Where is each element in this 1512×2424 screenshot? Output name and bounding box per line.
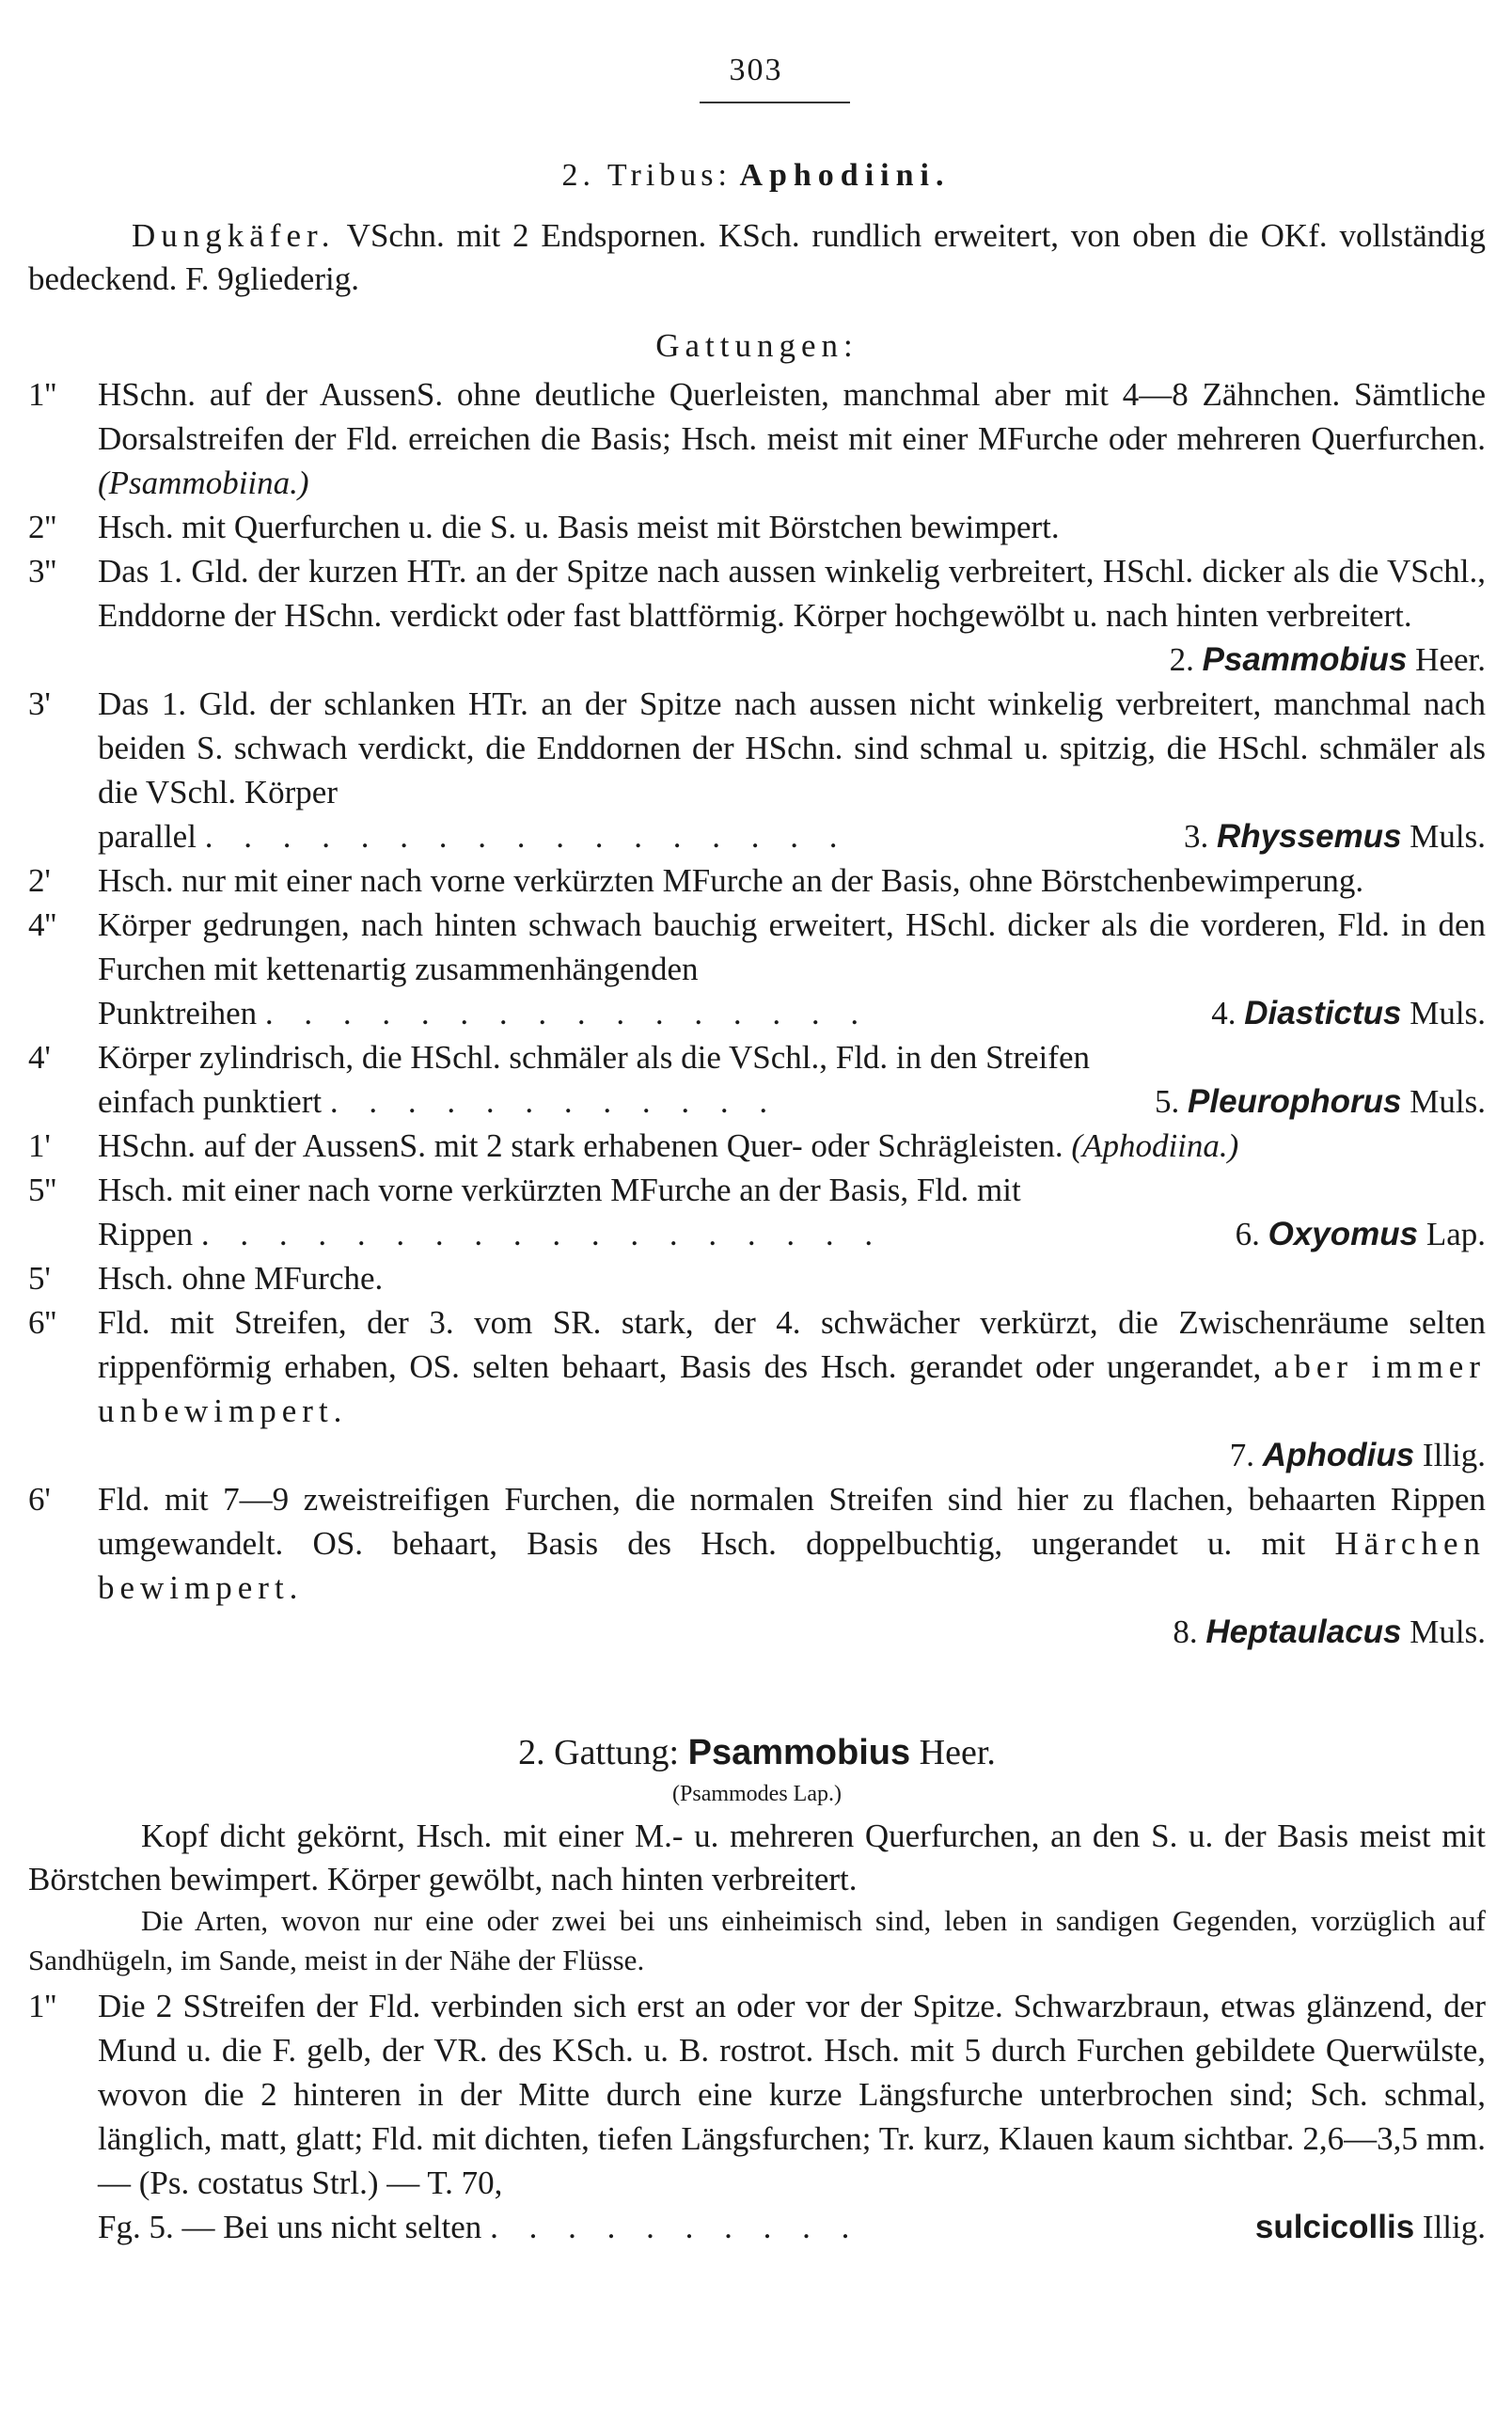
key-last-line: [98, 1079, 1486, 1124]
key-text: Hsch. mit Querfurchen u. die S. u. Basis meist mit Börstchen bewimpert.: [98, 509, 1060, 545]
leader-dots: . . . . . . . . . .: [490, 2209, 861, 2245]
genus-number: 5.: [1155, 1083, 1180, 1120]
key-last-line: [98, 1212, 1486, 1256]
species-author: Illig.: [1422, 2209, 1486, 2245]
key-last-line: [98, 814, 1486, 858]
key-entry: [28, 549, 1486, 682]
key-id: 4': [28, 1039, 51, 1076]
key-entry: [28, 1035, 1486, 1124]
leader-dots: . . . . . . . . . . . . . . . . .: [204, 818, 849, 855]
leader-dots: . . . . . . . . . . . . . . . .: [264, 995, 871, 1031]
genus-number: 2.: [1169, 641, 1194, 678]
key-entry: [28, 1168, 1486, 1256]
key-result: [98, 1433, 1486, 1477]
key-entry: [28, 682, 1486, 858]
key-text: Fld. mit 7—9 zweistreifigen Furchen, die normalen Streifen sind hier zu flachen, behaarten Rippen umgewandelt. OS. behaart, Basis des Hsch. doppelbuchtig, ungerandet u. mit: [98, 1481, 1486, 1562]
key-id: 6': [28, 1481, 51, 1518]
key-last-line: [98, 991, 1486, 1035]
header-rule: [700, 102, 850, 103]
key-id: 1': [28, 1127, 51, 1164]
genus-synonym: (Psammodes Lap.): [672, 1782, 842, 1806]
genus-heading-name: Psammobius: [687, 1733, 911, 1772]
genus-heading-author: Heer.: [919, 1733, 996, 1772]
genus-author: Heer.: [1415, 641, 1486, 678]
genus-number: 3.: [1184, 818, 1209, 855]
key-text: Das 1. Gld. der kurzen HTr. an der Spitze nach aussen winkelig verbreitert, HSchl. dicker als die VSchl., Enddorne der HSchn. verdickt oder fast blattförmig. Körper hochgewölbt u. nach hinten verbreitert.: [98, 553, 1486, 634]
key-last: Rippen: [98, 1216, 194, 1252]
key-text: Hsch. ohne MFurche.: [98, 1260, 384, 1297]
key-id: 1'': [28, 376, 57, 413]
key-entry: [28, 903, 1486, 1035]
key-result: [1184, 814, 1486, 858]
key-last: Punktreihen: [98, 995, 258, 1031]
intro-paragraph: [28, 214, 1486, 301]
key-text: Körper gedrungen, nach hinten schwach bauchig erweitert, HSchl. dicker als die vorderen, Fld. in den Furchen mit kettenartig zusammenhängenden: [98, 906, 1486, 987]
genus-author: Lap.: [1425, 1216, 1486, 1252]
genus-number: 6.: [1235, 1216, 1260, 1252]
key-text: Hsch. nur mit einer nach vorne verkürzten MFurche an der Basis, ohne Börstchenbewimperung.: [98, 862, 1364, 899]
intro-text: VSchn. mit 2 Endspornen. KSch. rundlich erweitert, von oben die OKf. vollständig bedeckend. F. 9gliederig.: [28, 217, 1486, 297]
key-id: 2'': [28, 509, 57, 545]
key-text: Hsch. mit einer nach vorne verkürzten MFurche an der Basis, Fld. mit: [98, 1172, 1021, 1208]
genus-name: Rhyssemus: [1217, 818, 1402, 855]
genus-name: Oxyomus: [1268, 1216, 1419, 1252]
key-id: 2': [28, 862, 51, 899]
key-result: [98, 1610, 1486, 1654]
key-id: 5'': [28, 1172, 57, 1208]
key-result: [98, 637, 1486, 682]
genus-name: Heptaulacus: [1205, 1613, 1402, 1650]
leader-dots: . . . . . . . . . . . . . . . . . .: [200, 1216, 885, 1252]
genus-name: Aphodius: [1262, 1437, 1415, 1473]
key-spaced-text: aber immer unbewimpert.: [98, 1348, 1486, 1429]
key-text: Das 1. Gld. der schlanken HTr. an der Spitze nach aussen nicht winkelig verbreitert, manchmal nach beiden S. schwach verdickt, die Enddornen der HSchn. sind schmal u. spitzig, die HSchl. schmäler als die VSchl. Körper: [98, 685, 1486, 811]
key-spaced-text: Härchen bewimpert.: [98, 1525, 1486, 1606]
genus-author: Muls.: [1410, 1613, 1486, 1650]
genus-author: Muls.: [1410, 1083, 1486, 1120]
key-result: [1155, 1079, 1486, 1124]
key-entry: [28, 1477, 1486, 1654]
species-result: [1255, 2205, 1486, 2249]
tribus-name: Aphodiini.: [739, 158, 951, 193]
key-last: einfach punktiert: [98, 1083, 323, 1120]
key-text: Körper zylindrisch, die HSchl. schmäler als die VSchl., Fld. in den Streifen: [98, 1039, 1090, 1076]
genera-heading-text: Gattungen:: [655, 327, 858, 364]
key-last: Fg. 5. — Bei uns nicht selten: [98, 2209, 482, 2245]
key-text: HSchn. auf der AussenS. ohne deutliche Querleisten, manchmal aber mit 4—8 Zähnchen. Sämtliche Dorsalstreifen der Fld. erreichen die Basis; Hsch. meist mit einer MFurche oder mehreren Querfurchen.: [98, 376, 1486, 457]
genus-heading: [28, 1728, 1486, 1777]
genus-number: 4.: [1211, 995, 1236, 1031]
key-entry: [28, 1256, 1486, 1300]
key-id: 5': [28, 1260, 51, 1297]
key-result: [1211, 991, 1486, 1035]
key-note: (Psammobiina.): [98, 464, 309, 501]
genus-author: Muls.: [1410, 995, 1486, 1031]
genus-author: Muls.: [1410, 818, 1486, 855]
species-name: sulcicollis: [1254, 2209, 1415, 2245]
genus-name: Pleurophorus: [1188, 1083, 1402, 1120]
intro-lead: Dungkäfer.: [132, 217, 336, 254]
key-text: Die 2 SStreifen der Fld. verbinden sich erst an oder vor der Spitze. Schwarzbraun, etwas glänzend, der Mund u. die F. gelb, der VR. des KSch. u. B. rostrot. Hsch. mit 5 durch Furchen gebildete Querwülste, wovon die 2 hinteren in der Mitte durch eine kurze Längsfurche unterbrochen sind; Sch. schmal, länglich, matt, glatt; Fld. mit dichten, tiefen Längsfurchen; Tr. kurz, Klauen kaum sichtbar. 2,6—3,5 mm. — (Ps. costatus Strl.) — T. 70,: [98, 1988, 1486, 2201]
key-id: 6'': [28, 1304, 57, 1341]
key-note: (Aphodiina.): [1071, 1127, 1239, 1164]
key-entry: [28, 1124, 1486, 1168]
genus-heading-prefix: 2. Gattung:: [518, 1733, 680, 1772]
tribus-heading: [0, 158, 1512, 194]
genus-name: Diastictus: [1244, 995, 1402, 1031]
key-id: 3'': [28, 553, 57, 590]
key-text: HSchn. auf der AussenS. mit 2 stark erhabenen Quer- oder Schrägleisten.: [98, 1127, 1063, 1164]
key-entry: [28, 505, 1486, 549]
key-entry: [28, 372, 1486, 505]
key-entry: [28, 1300, 1486, 1477]
leader-dots: . . . . . . . . . . . .: [329, 1083, 780, 1120]
genera-key: [28, 372, 1486, 1654]
page-number: 303: [729, 53, 783, 87]
key-id: 1'': [28, 1988, 57, 2024]
species-key-entry: [28, 1984, 1486, 2249]
key-entry: [28, 858, 1486, 903]
key-id: 4'': [28, 906, 57, 943]
key-last: parallel: [98, 818, 197, 855]
key-last-line: [98, 2205, 1486, 2249]
key-text: Fld. mit Streifen, der 3. vom SR. stark, der 4. schwächer verkürzt, die Zwischenräume selten rippenförmig erhaben, OS. selten behaart, Basis des Hsch. gerandet oder ungerandet,: [98, 1304, 1486, 1385]
genera-heading: [28, 327, 1486, 365]
key-id: 3': [28, 685, 51, 722]
genus-name: Psammobius: [1202, 641, 1408, 678]
key-result: [1236, 1212, 1486, 1256]
genus-number: 7.: [1229, 1437, 1255, 1473]
genus-author: Illig.: [1422, 1437, 1486, 1473]
genus-number: 8.: [1173, 1613, 1198, 1650]
genus-habitat: Die Arten, wovon nur eine oder zwei bei uns einheimisch sind, leben in sandigen Gegenden, vorzüglich auf Sandhügeln, im Sande, meist in der Nähe der Flüsse.: [28, 1904, 1486, 1976]
genus-description: Kopf dicht gekörnt, Hsch. mit einer M.- u. mehreren Querfurchen, an den S. u. der Basis meist mit Börstchen bewimpert. Körper gewölbt, nach hinten verbreitert.: [28, 1818, 1486, 1897]
tribus-prefix: 2. Tribus:: [561, 158, 732, 193]
genus-section: [28, 1728, 1486, 2249]
